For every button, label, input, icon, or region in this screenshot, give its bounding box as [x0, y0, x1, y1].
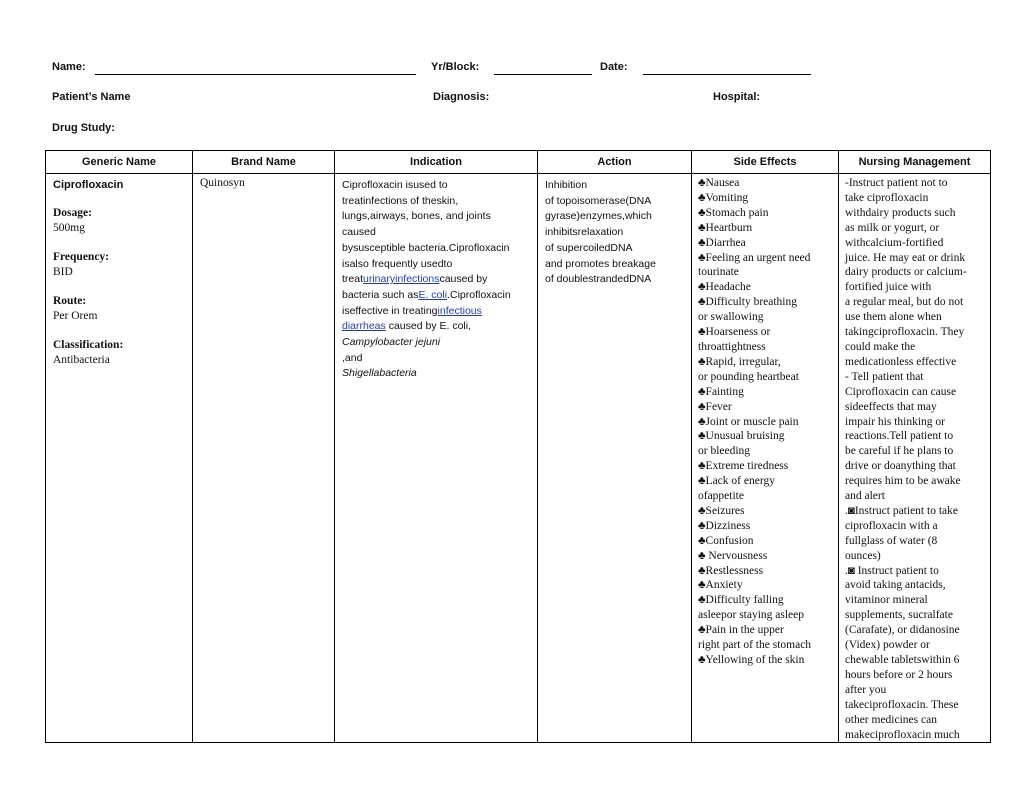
action-line: inhibitsrelaxation — [545, 226, 624, 239]
side-effect-line: ♣Hoarseness or — [698, 326, 771, 339]
nursing-line: (Videx) powder or — [845, 639, 930, 652]
col-header-brand-name: Brand Name — [193, 151, 335, 174]
yrblock-field[interactable] — [494, 74, 592, 75]
nursing-line: .◙Instruct patient to take — [845, 504, 958, 517]
nursing-management-text — [839, 174, 990, 742]
yrblock-label: Yr/Block: — [431, 61, 480, 73]
nursing-line: use them alone when — [845, 311, 942, 324]
indication-line: Ciprofloxacin isused to — [342, 179, 448, 191]
drug-study-label: Drug Study: — [52, 122, 115, 134]
table-row — [46, 174, 991, 743]
infectious-link[interactable]: infectious — [437, 304, 482, 317]
side-effect-line: ♣Extreme tiredness — [698, 460, 789, 473]
indication-line — [342, 319, 531, 335]
drug-study-table — [45, 150, 991, 743]
indication-line — [342, 288, 531, 304]
indication-cell — [335, 174, 538, 743]
date-label: Date: — [600, 61, 628, 73]
nursing-line: ounces) — [845, 549, 881, 562]
side-effects-cell — [692, 174, 839, 743]
col-header-action: Action — [538, 151, 692, 174]
nursing-line: .◙ Instruct patient to — [845, 564, 939, 577]
side-effect-line: or pounding heartbeat — [698, 370, 799, 383]
indication-line: treatinfections of theskin, — [342, 194, 459, 207]
generic-name-cell — [46, 174, 193, 743]
side-effect-line: ♣Nausea — [698, 177, 740, 189]
diagnosis-label: Diagnosis: — [433, 91, 490, 103]
side-effect-line: ♣Anxiety — [698, 579, 743, 592]
nursing-line: vitaminor mineral — [845, 594, 928, 607]
side-effect-line: ♣Fainting — [698, 385, 744, 398]
nursing-line: ciprofloxacin with a — [845, 519, 938, 532]
side-effect-line: ♣ Nervousness — [698, 549, 768, 562]
col-header-side-effects: Side Effects — [692, 151, 839, 174]
side-effect-line: ♣Confusion — [698, 534, 754, 547]
nursing-line: Ciprofloxacin can cause — [845, 385, 957, 398]
classification-value: Antibacteria — [53, 353, 110, 366]
name-field[interactable] — [95, 74, 416, 75]
nursing-line: fullglass of water (8 — [845, 534, 938, 547]
indication-line: Campylobacter jejuni — [342, 336, 441, 349]
patient-name-label: Patient’s Name — [52, 91, 131, 103]
indication-line: ,and — [342, 351, 363, 364]
nursing-line: takeciprofloxacin. These — [845, 698, 959, 711]
side-effect-line: ♣Pain in the upper — [698, 624, 784, 637]
indication-text: caused by E. coli, — [385, 320, 471, 333]
frequency-label: Frequency: — [53, 251, 110, 263]
indication-text: .Ciprofloxacin — [447, 288, 511, 301]
side-effect-line: ♣Rapid, irregular, — [698, 355, 781, 368]
nursing-line: be careful if he plans to — [845, 445, 954, 458]
brand-name-value: Quinosyn — [200, 177, 245, 189]
side-effect-line: ♣Seizures — [698, 504, 745, 517]
side-effect-line: or swallowing — [698, 311, 764, 324]
col-header-generic-name: Generic Name — [46, 151, 193, 174]
indication-line: isalso frequently usedto — [342, 257, 453, 270]
nursing-line: withdairy products such — [845, 206, 956, 219]
side-effect-line: or bleeding — [698, 445, 751, 458]
urinary-infections-link[interactable]: urinaryinfections — [363, 273, 440, 286]
hospital-label: Hospital: — [713, 91, 761, 103]
nursing-line: after you — [845, 683, 887, 696]
brand-name-cell — [193, 174, 335, 743]
nursing-line: could make the — [845, 340, 916, 353]
nursing-management-cell — [839, 174, 991, 743]
action-line: Inhibition — [545, 179, 588, 191]
action-line: of supercoiledDNA — [545, 241, 633, 254]
nursing-line: juice. He may eat or drink — [845, 251, 966, 264]
indication-line: bysusceptible bacteria.Ciprofloxacin — [342, 241, 510, 254]
side-effect-line: ♣Yellowing of the skin — [698, 654, 805, 666]
indication-line: lungs,airways, bones, and joints — [342, 210, 491, 223]
nursing-line: and alert — [845, 490, 885, 503]
indication-text: iseffective in treating — [342, 304, 438, 317]
action-line: of doublestrandedDNA — [545, 273, 652, 286]
nursing-line: sideeffects that may — [845, 400, 937, 413]
table-header-row — [46, 151, 991, 174]
side-effect-line: ♣Headache — [698, 281, 751, 294]
side-effect-line: ♣Heartburn — [698, 221, 753, 234]
side-effect-line: ♣Dizziness — [698, 519, 751, 532]
dosage-label: Dosage: — [53, 207, 92, 219]
col-header-indication: Indication — [335, 151, 538, 174]
nursing-line: -Instruct patient not to — [845, 177, 948, 189]
nursing-line: withcalcium-fortified — [845, 236, 944, 249]
date-field[interactable] — [643, 74, 811, 75]
nursing-line: takingciprofloxacin. They — [845, 326, 965, 339]
nursing-line: avoid taking antacids, — [845, 579, 946, 592]
nursing-line: - Tell patient that — [845, 370, 924, 383]
frequency-value: BID — [53, 265, 73, 278]
col-header-nursing-management: Nursing Management — [839, 151, 991, 174]
side-effect-line: ♣Joint or muscle pain — [698, 415, 799, 428]
side-effect-line: ♣Restlessness — [698, 564, 764, 577]
nursing-line: hours before or 2 hours — [845, 668, 953, 681]
indication-line: caused — [342, 226, 376, 239]
name-label: Name: — [52, 61, 86, 73]
side-effect-line: ♣Vomiting — [698, 191, 749, 204]
action-line: gyrase)enzymes,which — [545, 210, 652, 223]
nursing-line: dairy products or calcium- — [845, 266, 967, 279]
side-effect-line: ♣Lack of energy — [698, 475, 775, 488]
side-effect-line: throattightness — [698, 340, 766, 353]
nursing-line: take ciprofloxacin — [845, 191, 929, 204]
indication-text: bacteria such as — [342, 288, 419, 301]
action-text — [538, 174, 691, 288]
nursing-line: supplements, sucralfate — [845, 609, 953, 622]
nursing-line: reactions.Tell patient to — [845, 430, 954, 443]
nursing-line: other medicines can — [845, 713, 937, 726]
side-effect-line: ofappetite — [698, 490, 744, 503]
side-effects-list — [692, 174, 838, 668]
nursing-line: makeciprofloxacin much — [845, 728, 960, 741]
nursing-line: as milk or yogurt, or — [845, 221, 940, 234]
dosage-value: 500mg — [53, 221, 85, 234]
side-effect-line: right part of the stomach — [698, 639, 812, 652]
nursing-line: a regular meal, but do not — [845, 296, 964, 309]
side-effect-line: ♣Stomach pain — [698, 206, 769, 219]
indication-text: treat — [342, 273, 364, 286]
diarrheas-link[interactable]: diarrheas — [342, 320, 386, 333]
nursing-line: requires him to be awake — [845, 475, 961, 488]
side-effect-line: ♣Diarrhea — [698, 236, 746, 249]
nursing-line: (Carafate), or didanosine — [845, 624, 960, 637]
side-effect-line: ♣Difficulty breathing — [698, 296, 797, 309]
nursing-line: medicationless effective — [845, 355, 957, 368]
action-line: of topoisomerase(DNA — [545, 194, 652, 207]
route-value: Per Orem — [53, 309, 98, 322]
side-effect-line: ♣Unusual bruising — [698, 430, 785, 443]
indication-line — [342, 304, 531, 320]
side-effect-line: ♣Fever — [698, 400, 732, 413]
side-effect-line: tourinate — [698, 266, 739, 279]
side-effect-line: ♣Feeling an urgent need — [698, 251, 811, 264]
side-effect-line: ♣Difficulty falling — [698, 594, 784, 607]
indication-line: Shigellabacteria — [342, 367, 417, 380]
side-effect-line: asleepor staying asleep — [698, 609, 805, 622]
indication-line — [342, 272, 531, 288]
e-coli-link[interactable]: E. coli — [418, 288, 448, 301]
generic-drug-name: Ciprofloxacin — [53, 179, 124, 191]
action-cell — [538, 174, 692, 743]
nursing-line: fortified juice with — [845, 281, 932, 294]
nursing-line: drive or doanything that — [845, 460, 956, 473]
nursing-line: chewable tabletswithin 6 — [845, 654, 960, 666]
action-line: and promotes breakage — [545, 257, 656, 270]
nursing-line: impair his thinking or — [845, 415, 945, 428]
classification-label: Classification: — [53, 339, 124, 351]
indication-text: caused by — [439, 273, 488, 286]
route-label: Route: — [53, 295, 87, 307]
